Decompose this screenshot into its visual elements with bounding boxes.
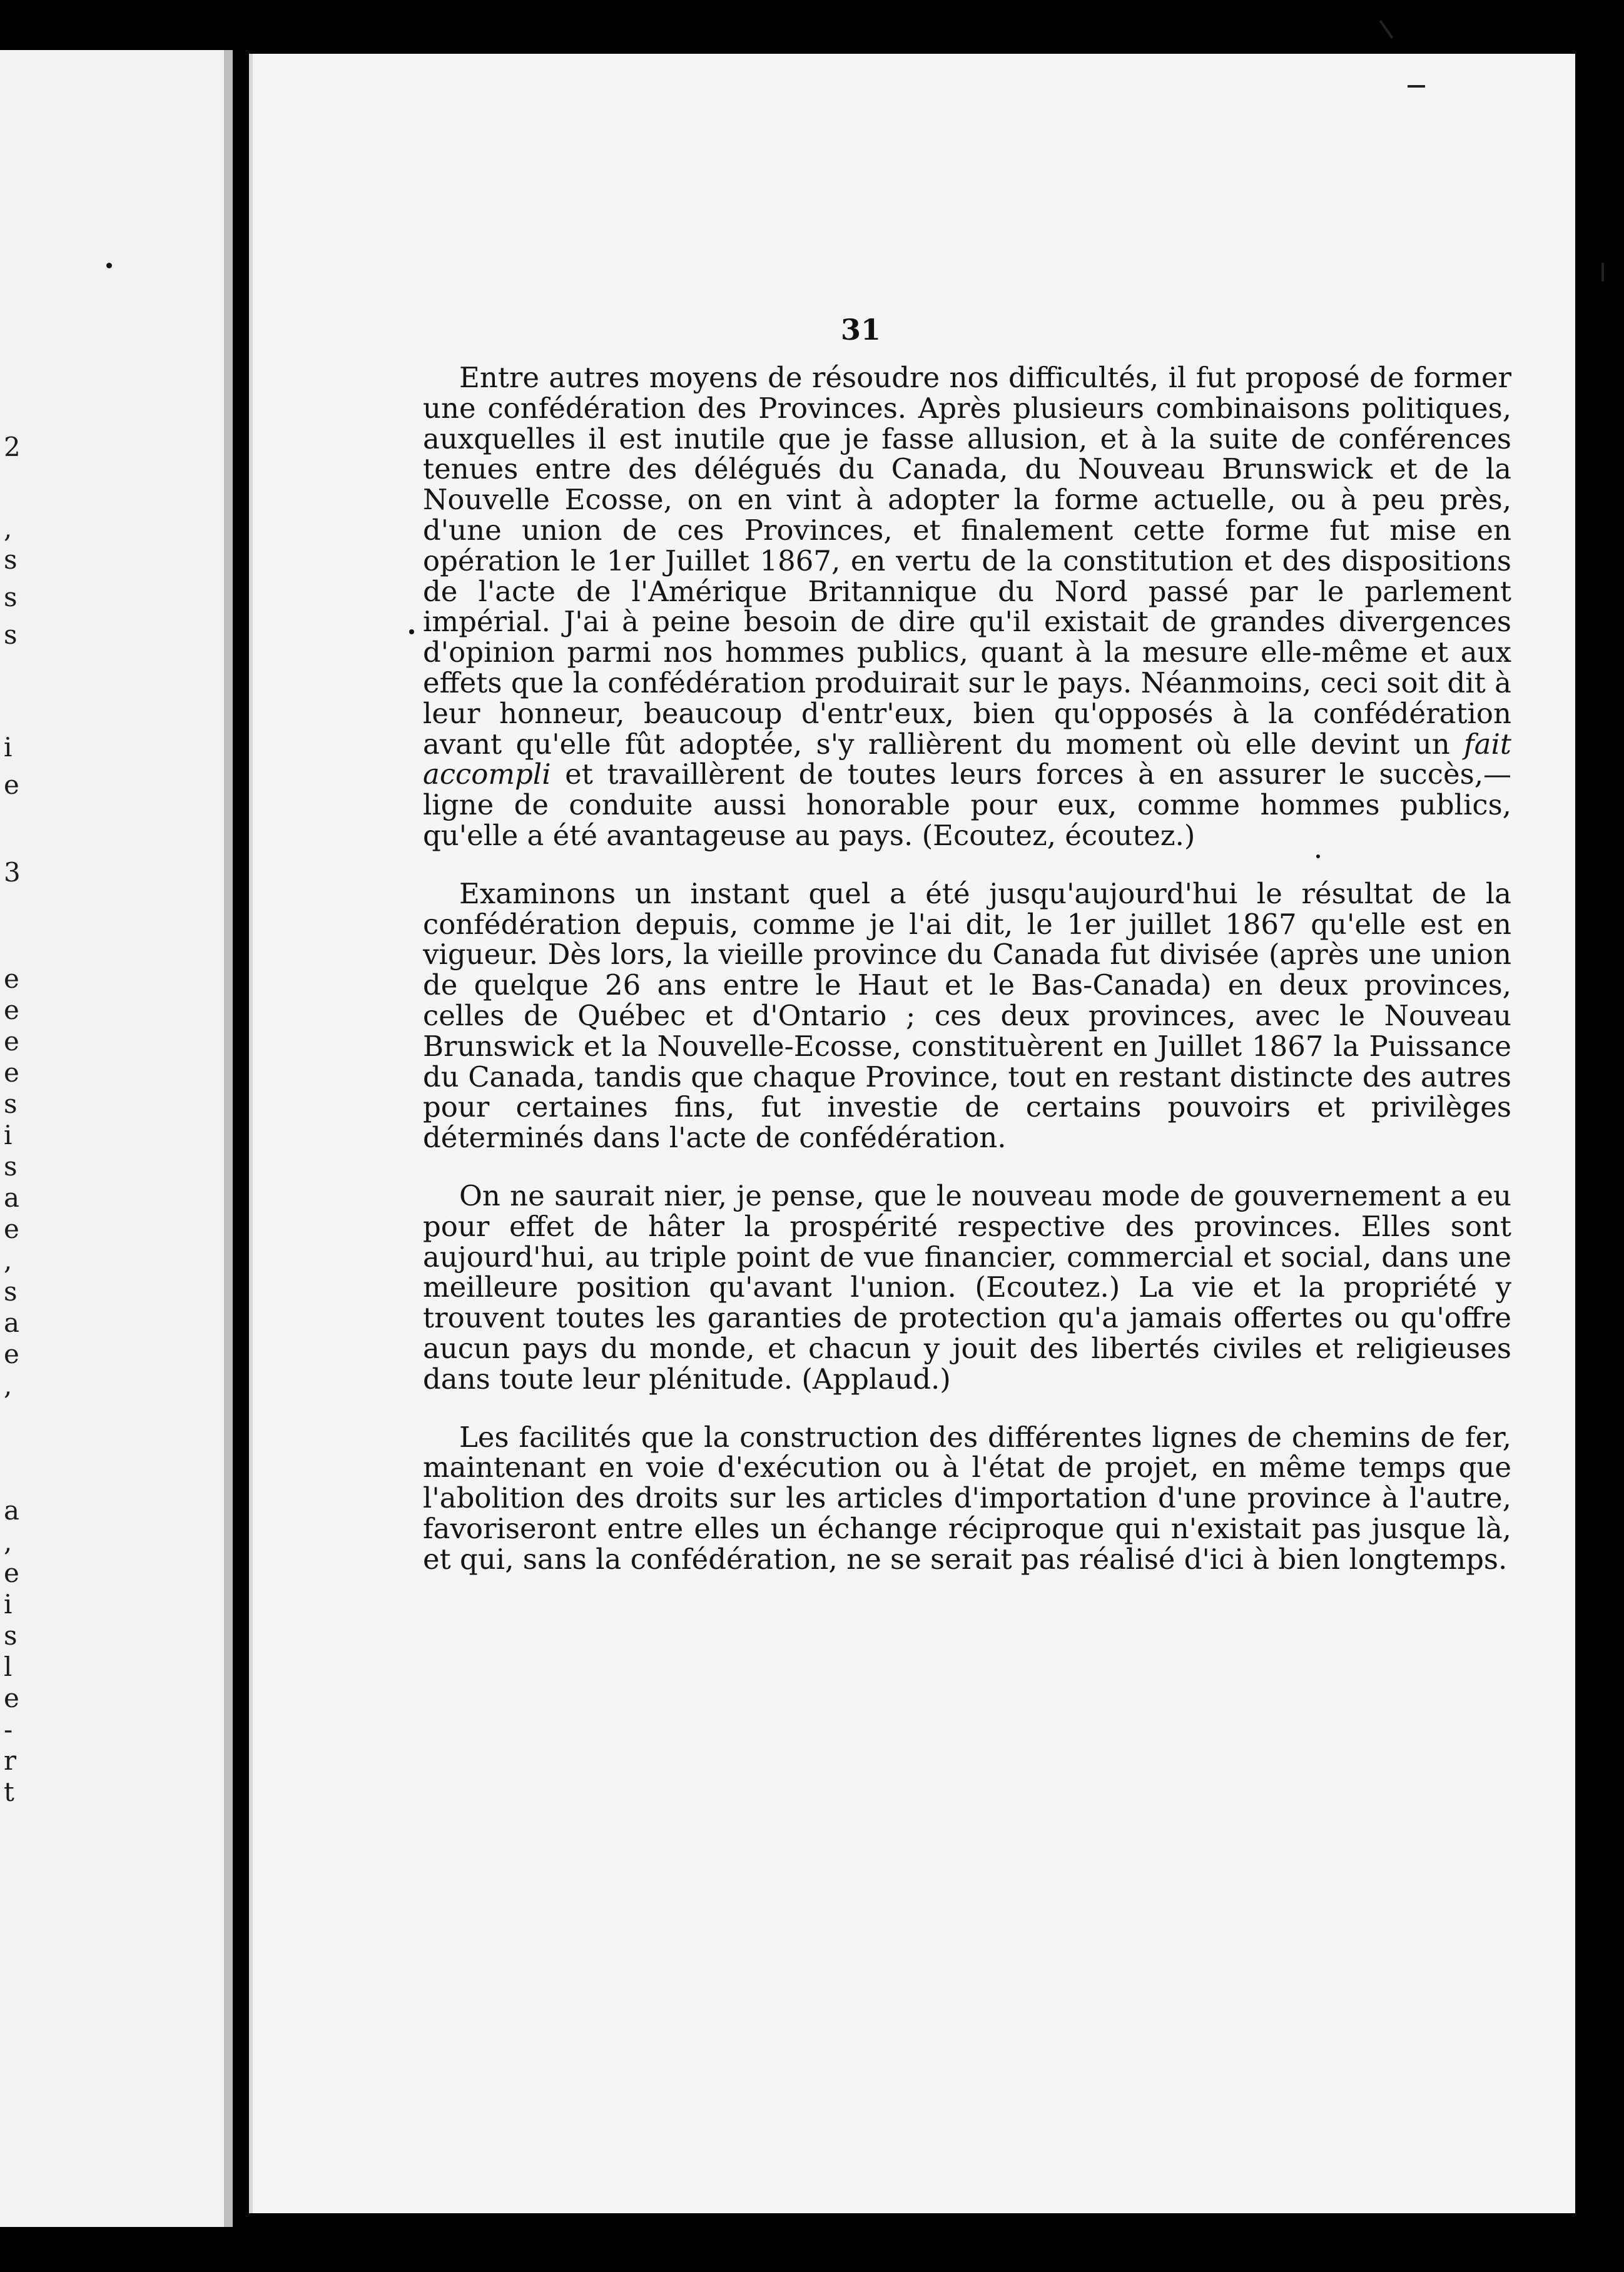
- ink-speck: [1316, 855, 1320, 858]
- margin-char: i: [4, 1120, 13, 1150]
- margin-char: a: [4, 1495, 20, 1526]
- margin-char: e: [4, 1558, 19, 1588]
- margin-char: e: [4, 995, 19, 1025]
- left-page-cut-text: [0, 50, 25, 2227]
- margin-char: e: [4, 1339, 19, 1369]
- margin-char: 2: [4, 432, 21, 462]
- margin-char: t: [4, 1777, 14, 1807]
- left-facing-page: [0, 50, 233, 2227]
- margin-char: s: [4, 619, 18, 650]
- paragraph-1-text-end: et travaillèrent de toutes leurs forces à en assurer le succès,—ligne de conduite aussi honorable pour eux, comme hommes publics, qu'elle a été avantageuse au pays. (Ecoutez, écoutez.): [423, 758, 1511, 852]
- italic-phrase: fait accompli: [423, 727, 1511, 791]
- margin-char: ,: [4, 513, 13, 544]
- margin-char: e: [4, 1214, 19, 1244]
- margin-char: e: [4, 1026, 19, 1057]
- scan-mark: [1601, 263, 1604, 281]
- margin-char: -: [4, 1714, 13, 1745]
- margin-char: s: [4, 1088, 18, 1119]
- margin-char: ,: [4, 1526, 13, 1557]
- book-page: [249, 54, 1575, 2213]
- scan-mark: [1379, 20, 1394, 39]
- margin-char: a: [4, 1182, 20, 1213]
- paragraph-1-text: Entre autres moyens de résoudre nos difficultés, il fut proposé de former une confédération des Provinces. Après plusieurs combinaisons politiques, auxquelles il est inutile que je fasse allusion, et à la suite de conférences tenues entre des délégués du Canada, du Nouveau Brunswick et de la Nouvelle Ecosse, on en vint à adopter la forme actuelle, ou à peu près, d'une union de ces Provinces, et finalement cette forme fut mise en opération le 1er Juillet 1867, en vertu de la constitution et des dispositions de l'acte de l'Amérique Britannique du Nord passé par le parlement impérial. J'ai à peine besoin de dire qu'il existait de grandes divergences d'opinion parmi nos hommes publics, quant à la mesure elle-même et aux effets que la confédération produirait sur le pays. Néanmoins, ceci soit dit à leur honneur, beaucoup d'entr'eux, bien qu'opposés à la confédération avant qu'elle fût adoptée, s'y rallièrent du moment où elle devint un: [423, 361, 1511, 761]
- margin-char: e: [4, 769, 19, 800]
- margin-char: s: [4, 582, 18, 612]
- scan-mark: [1408, 85, 1425, 88]
- margin-char: l: [4, 1651, 13, 1682]
- margin-char: ,: [4, 1245, 13, 1275]
- ink-speck: [106, 263, 112, 268]
- margin-char: r: [4, 1745, 17, 1776]
- paragraph-2: Examinons un instant quel a été jusqu'aujourd'hui le résultat de la confédération depuis, comme je l'ai dit, le 1er juillet 1867 qu'elle est en vigueur. Dès lors, la vieille province du Canada fut divisée (après une union de quelque 26 ans entre le Haut et le Bas-Canada) en deux provinces, celles de Québec et d'Ontario ; ces deux provinces, avec le Nouveau Brunswick et la Nouvelle-Ecosse, constituèrent en Juillet 1867 la Puissance du Canada, tandis que chaque Province, tout en restant distincte des autres pour certaines fins, fut investie de certains pouvoirs et privilèges déterminés dans l'acte de confédération.: [423, 876, 1511, 1155]
- ink-speck: [409, 629, 414, 634]
- margin-char: s: [4, 1620, 18, 1651]
- margin-char: s: [4, 1276, 18, 1307]
- page-number: 31: [840, 313, 881, 347]
- paragraph-3: On ne saurait nier, je pense, que le nouveau mode de gouvernement a eu pour effet de hâter la prospérité respective des provinces. Elles sont aujourd'hui, au triple point de vue financier, commercial et social, dans une meilleure position qu'avant l'union. (Ecoutez.) La vie et la propriété y trouvent toutes les garanties de protection qu'a jamais offertes ou qu'offre aucun pays du monde, et chacun y jouit des libertés civiles et religieuses dans toute leur plénitude. (Applaud.): [423, 1179, 1511, 1396]
- margin-char: e: [4, 963, 19, 994]
- margin-char: i: [4, 732, 13, 763]
- margin-char: e: [4, 1683, 19, 1713]
- paragraph-4: Les facilités que la construction des différentes lignes de chemins de fer, maintenant en voie d'exécution ou à l'état de projet, en même temps que l'abolition des droits sur les articles d'importation d'une province à l'autre, favoriseront entre elles un échange réciproque qui n'existait pas jusque là, et qui, sans la confédération, ne se serait pas réalisé d'ici à bien longtemps.: [423, 1420, 1511, 1576]
- page-gutter: [224, 50, 233, 2227]
- margin-char: s: [4, 544, 18, 575]
- margin-char: i: [4, 1589, 13, 1620]
- margin-char: ,: [4, 1370, 13, 1401]
- margin-char: s: [4, 1151, 18, 1182]
- paragraph-1: [423, 363, 1511, 851]
- body-text: [423, 363, 1511, 1575]
- margin-char: e: [4, 1057, 19, 1088]
- margin-char: 3: [4, 857, 21, 888]
- margin-char: a: [4, 1307, 20, 1338]
